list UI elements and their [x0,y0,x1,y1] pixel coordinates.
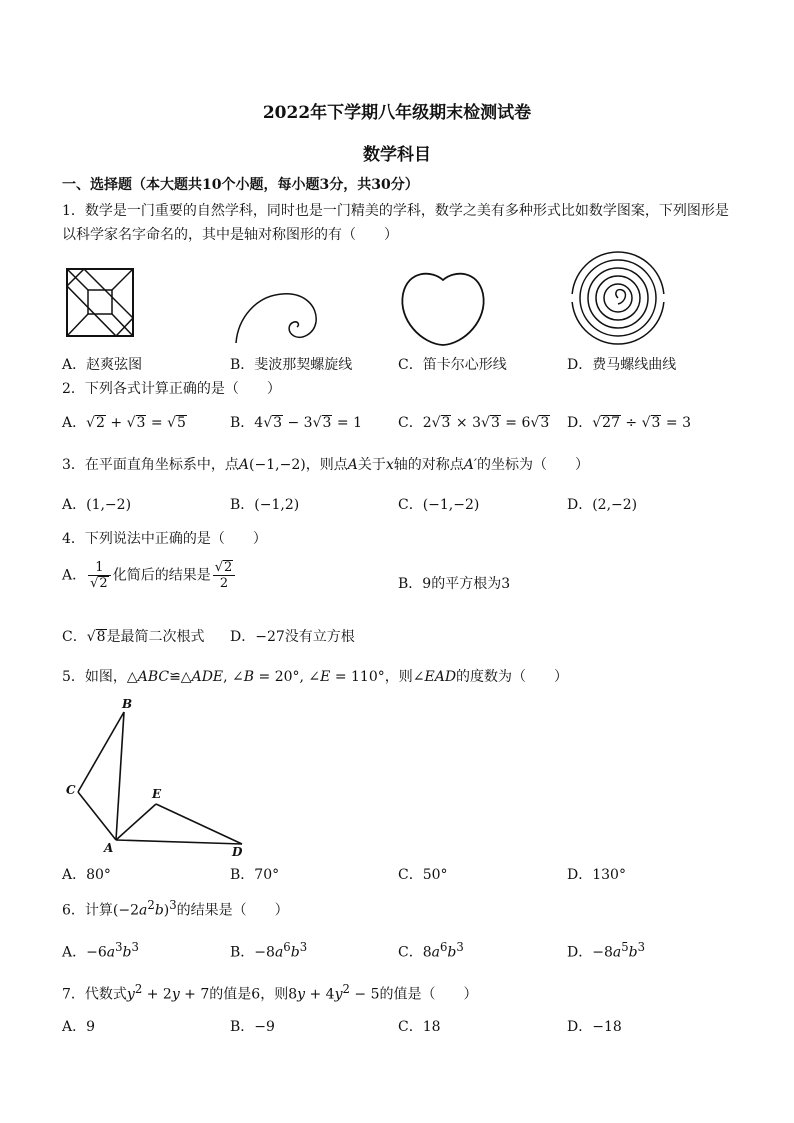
subject-title: 数学科目 [363,145,431,165]
label-d: D [232,845,243,859]
q1-option-b: B．斐波那契螺旋线 [230,357,353,373]
label-a: A [104,841,114,855]
exam-title: 2022年下学期八年级期末检测试卷 [262,103,532,123]
q6-option-b: B．$-8a^6b^3$ [230,940,308,961]
fibonacci-spiral-figure [232,288,320,344]
q7-option-b: B．−9 [230,1019,275,1035]
q7-option-d: D．−18 [567,1019,622,1035]
q1-option-c: C．笛卡尔心形线 [398,357,507,373]
q3-stem: 3．在平面直角坐标系中，点A(−1,−2)，则点A关于x轴的对称点A′的坐标为（ ） [62,457,590,473]
label-e: E [152,787,162,801]
q5-option-d: D．130° [567,867,626,883]
q2-option-b: B．4√3 − 3√3 = 1 [230,415,362,431]
q7-option-a: A．9 [62,1019,96,1035]
triangle-figure [64,696,254,860]
q4-stem: 4．下列说法中正确的是（ ） [62,531,267,547]
q3-option-d: D．(2,−2) [567,497,638,513]
q1-option-d: D．费马螺线曲线 [567,357,677,373]
q5-option-c: C．50° [398,867,448,883]
q3-option-b: B．(−1,2) [230,497,300,513]
q5-option-b: B．70° [230,867,280,883]
section-heading: 一、选择题（本大题共10个小题，每小题3分，共30分） [62,177,419,193]
q5-stem: 5．如图，△ABC≌△ADE, ∠B = 20°, ∠E = 110°，则∠EAD的度数为（ ） [62,669,569,685]
q1-stem-line1: 1．数学是一门重要的自然学科，同时也是一门精美的学科，数学之美有多种形式比如数学图案，下列图形是 [62,203,729,219]
label-c: C [66,783,76,797]
q5-option-a: A．80° [62,867,111,883]
q4-option-d: D．−27没有立方根 [230,629,355,645]
q6-option-a: A．$-6a^3b^3$ [62,940,139,961]
q4-option-a: A． $\frac{1}{√2}$ 化简后的结果是 $\frac{√2}{2}$ [62,560,237,591]
q6-option-c: C．$8a^6b^3$ [398,940,464,961]
q1-stem-line2: 以科学家名字命名的，其中是轴对称图形的有（ ） [62,227,398,243]
q1-option-a: A．赵爽弦图 [62,357,143,373]
label-b: B [122,697,133,711]
q2-option-d: D．√27 ÷ √3 = 3 [567,415,692,431]
q2-option-a: A．√2 + √3 = √5 [62,415,186,431]
q4-option-b: B．9的平方根为3 [398,576,511,592]
fermat-spiral-figure [570,250,666,346]
zhao-shuang-figure [66,268,134,338]
q3-option-c: C．(−1,−2) [398,497,480,513]
q7-option-c: C．18 [398,1019,441,1035]
cardioid-figure [400,268,486,348]
q2-stem: 2．下列各式计算正确的是（ ） [62,381,281,397]
q7-stem: 7．代数式$y^2 + 2y + 7$的值是6，则$8y + 4y^2 - 5$的值是（ ） [62,982,478,1003]
q2-option-c: C．2√3 × 3√3 = 6√3 [398,415,550,431]
q3-option-a: A．(1,−2) [62,497,132,513]
q6-option-d: D．$-8a^5b^3$ [567,940,646,961]
q4-option-c: C．√8是最简二次根式 [62,629,205,645]
q6-stem: 6．计算$(-2a^2b)^3$的结果是（ ） [62,898,289,919]
